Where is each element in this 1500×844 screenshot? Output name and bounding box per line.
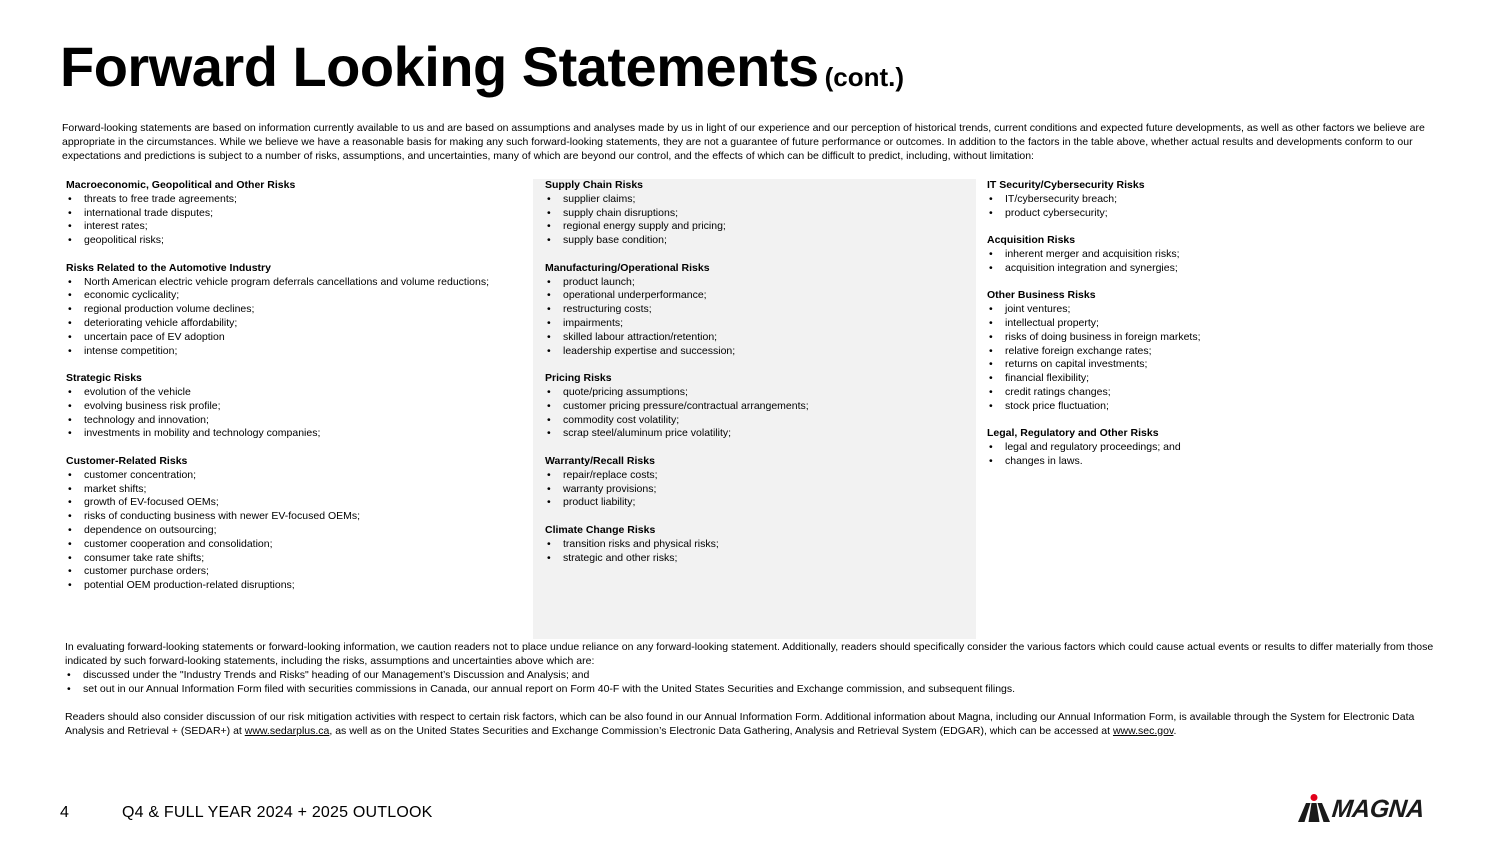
list-item: • repair/replace costs; <box>545 469 965 483</box>
list-item: • warranty provisions; <box>545 483 965 497</box>
risk-section <box>66 455 516 593</box>
risk-section <box>66 179 516 248</box>
list-item: • joint ventures; <box>987 303 1447 317</box>
list-item: • leadership expertise and succession; <box>545 345 965 359</box>
risk-section <box>987 179 1447 220</box>
list-item: • product launch; <box>545 276 965 290</box>
outro-paragraph-1: In evaluating forward-looking statements or forward-looking information, we caution readers not to place undue reliance on any forward-looking statement. Additionally, readers should specifically consider the various factors which could cause actual events or results to differ materially from those indicated by such forward-looking statements, including the risks, assumptions and uncertainties above which are: <box>65 641 1434 667</box>
risk-section <box>987 289 1447 413</box>
sedar-link[interactable]: www.sedarplus.ca <box>244 724 330 737</box>
risk-list <box>987 193 1447 221</box>
intro-paragraph: Forward-looking statements are based on information currently available to us and are based on assumptions and analyses made by us in light of our experience and our perception of historical trends, current conditions and expected future developments, as well as other factors we believe are appropriate in the circumstances. While we believe we have a reasonable basis for making any such forward-looking statements, they are not a guarantee of future performance or outcomes. In addition to the factors in the table above, whether actual results and developments conform to our expectations and predictions is subject to a number of risks, assumptions, and uncertainties, many of which are beyond our control, and the effects of which can be difficult to predict, including, without limitation: <box>62 122 1425 163</box>
title-sub: (cont.) <box>824 62 905 92</box>
risk-list <box>66 469 516 593</box>
risk-section-title: Macroeconomic, Geopolitical and Other Risks <box>66 179 296 191</box>
list-item: • evolution of the vehicle <box>66 386 516 400</box>
list-item: • customer purchase orders; <box>66 565 516 579</box>
list-item: • uncertain pace of EV adoption <box>66 331 516 345</box>
outro-bullets <box>65 668 1445 696</box>
list-item: • intense competition; <box>66 345 516 359</box>
list-item: • dependence on outsourcing; <box>66 524 516 538</box>
list-item: • skilled labour attraction/retention; <box>545 331 965 345</box>
risk-section <box>987 427 1447 468</box>
list-item: • IT/cybersecurity breach; <box>987 193 1447 207</box>
list-item: • customer concentration; <box>66 469 516 483</box>
risk-section-title: Legal, Regulatory and Other Risks <box>987 427 1159 440</box>
risk-section-title: Warranty/Recall Risks <box>545 454 655 467</box>
risk-list <box>987 303 1447 413</box>
list-item: • potential OEM production-related disruptions; <box>66 579 516 593</box>
risk-section-title: Acquisition Risks <box>987 234 1076 247</box>
sec-link[interactable]: www.sec.gov <box>1112 724 1174 737</box>
risk-column-1 <box>66 179 516 607</box>
list-item: • stock price fluctuation; <box>987 400 1447 414</box>
list-item: • restructuring costs; <box>545 303 965 317</box>
list-item: • growth of EV-focused OEMs; <box>66 496 516 510</box>
list-item: • economic cyclicality; <box>66 289 516 303</box>
list-item: • commodity cost volatility; <box>545 414 965 428</box>
risk-section <box>545 372 965 441</box>
list-item: • relative foreign exchange rates; <box>987 345 1447 359</box>
list-item: • investments in mobility and technology companies; <box>66 427 516 441</box>
list-item: • regional production volume declines; <box>66 303 516 317</box>
risk-section-title: IT Security/Cybersecurity Risks <box>987 179 1145 191</box>
title-main: Forward Looking Statements <box>60 35 819 98</box>
risk-list <box>545 193 965 248</box>
risk-list <box>987 248 1447 276</box>
risk-list <box>66 193 516 248</box>
risk-list <box>545 469 965 510</box>
risk-column-2 <box>545 179 965 579</box>
list-item: • evolving business risk profile; <box>66 400 516 414</box>
risk-section <box>545 179 965 248</box>
list-item: • acquisition integration and synergies; <box>987 262 1447 276</box>
list-item: • quote/pricing assumptions; <box>545 386 965 400</box>
risk-section-title: Supply Chain Risks <box>545 179 644 191</box>
risk-list <box>987 441 1447 469</box>
list-item: • operational underperformance; <box>545 289 965 303</box>
list-item: • impairments; <box>545 317 965 331</box>
risk-column-3 <box>987 179 1447 483</box>
risk-section-title: Strategic Risks <box>66 372 142 385</box>
risk-list <box>545 386 965 441</box>
risk-section-title: Climate Change Risks <box>545 523 656 536</box>
list-item: • consumer take rate shifts; <box>66 552 516 566</box>
list-item: • threats to free trade agreements; <box>66 193 516 207</box>
list-item: • technology and innovation; <box>66 414 516 428</box>
list-item: • supply chain disruptions; <box>545 207 965 221</box>
outro-paragraph-2: Readers should also consider discussion of our risk mitigation activities with respect to certain risk factors, which can be also found in our Annual Information Form. Additional information about Magna, including our Annual Information Form, is available through the System for Electronic Data Analysis and Retrieval + (SEDAR+) at www.sedarplus.ca, as well as on the United States Securities and Exchange Commission’s Electronic Data Gathering, Analysis and Retrieval System (EDGAR), which can be accessed at www.sec.gov. <box>65 710 1415 737</box>
list-item: • returns on capital investments; <box>987 358 1447 372</box>
list-item: • supplier claims; <box>545 193 965 207</box>
list-item: • risks of doing business in foreign markets; <box>987 331 1447 345</box>
risk-section <box>987 234 1447 275</box>
list-item: • changes in laws. <box>987 455 1447 469</box>
list-item: • intellectual property; <box>987 317 1447 331</box>
risk-list <box>66 386 516 441</box>
risk-section-title: Risks Related to the Automotive Industry <box>66 261 271 274</box>
list-item: • credit ratings changes; <box>987 386 1447 400</box>
list-item: • international trade disputes; <box>66 207 516 221</box>
list-item: • discussed under the "Industry Trends and Risks" heading of our Management’s Discussion and Analysis; and <box>65 668 1445 682</box>
list-item: • transition risks and physical risks; <box>545 538 965 552</box>
list-item: • inherent merger and acquisition risks; <box>987 248 1447 262</box>
list-item: • customer cooperation and consolidation; <box>66 538 516 552</box>
risk-section <box>66 372 516 441</box>
magna-logo-icon <box>1298 794 1330 822</box>
logo-wordmark: MAGNA <box>1330 795 1426 823</box>
list-item: • scrap steel/aluminum price volatility; <box>545 427 965 441</box>
list-item: • market shifts; <box>66 483 516 497</box>
risk-section-title: Pricing Risks <box>545 372 612 385</box>
list-item: • risks of conducting business with newer EV-focused OEMs; <box>66 510 516 524</box>
list-item: • customer pricing pressure/contractual arrangements; <box>545 400 965 414</box>
risk-section <box>545 262 965 359</box>
risk-section-title: Customer-Related Risks <box>66 454 188 467</box>
risk-section-title: Other Business Risks <box>987 289 1096 302</box>
risk-list <box>66 276 516 359</box>
list-item: • strategic and other risks; <box>545 552 965 566</box>
page-title <box>60 34 904 99</box>
page-number: 4 <box>60 804 69 821</box>
list-item: • North American electric vehicle program deferrals cancellations and volume reductions; <box>66 276 516 290</box>
list-item: • product cybersecurity; <box>987 207 1447 221</box>
list-item: • set out in our Annual Information Form filed with securities commissions in Canada, our annual report on Form 40-F with the United States Securities and Exchange commission, and subsequent filings. <box>65 682 1445 696</box>
risk-section <box>66 262 516 359</box>
risk-list <box>545 276 965 359</box>
footer-title: Q4 & FULL YEAR 2024 + 2025 OUTLOOK <box>122 804 433 821</box>
list-item: • financial flexibility; <box>987 372 1447 386</box>
closing-section <box>65 640 1445 738</box>
risk-section-title: Manufacturing/Operational Risks <box>545 261 710 274</box>
list-item: • legal and regulatory proceedings; and <box>987 441 1447 455</box>
list-item: • regional energy supply and pricing; <box>545 220 965 234</box>
list-item: • supply base condition; <box>545 234 965 248</box>
list-item: • product liability; <box>545 496 965 510</box>
risk-section <box>545 524 965 565</box>
list-item: • geopolitical risks; <box>66 234 516 248</box>
risk-list <box>545 538 965 566</box>
magna-logo <box>1298 790 1424 822</box>
list-item: • interest rates; <box>66 220 516 234</box>
risk-section <box>545 455 965 510</box>
list-item: • deteriorating vehicle affordability; <box>66 317 516 331</box>
